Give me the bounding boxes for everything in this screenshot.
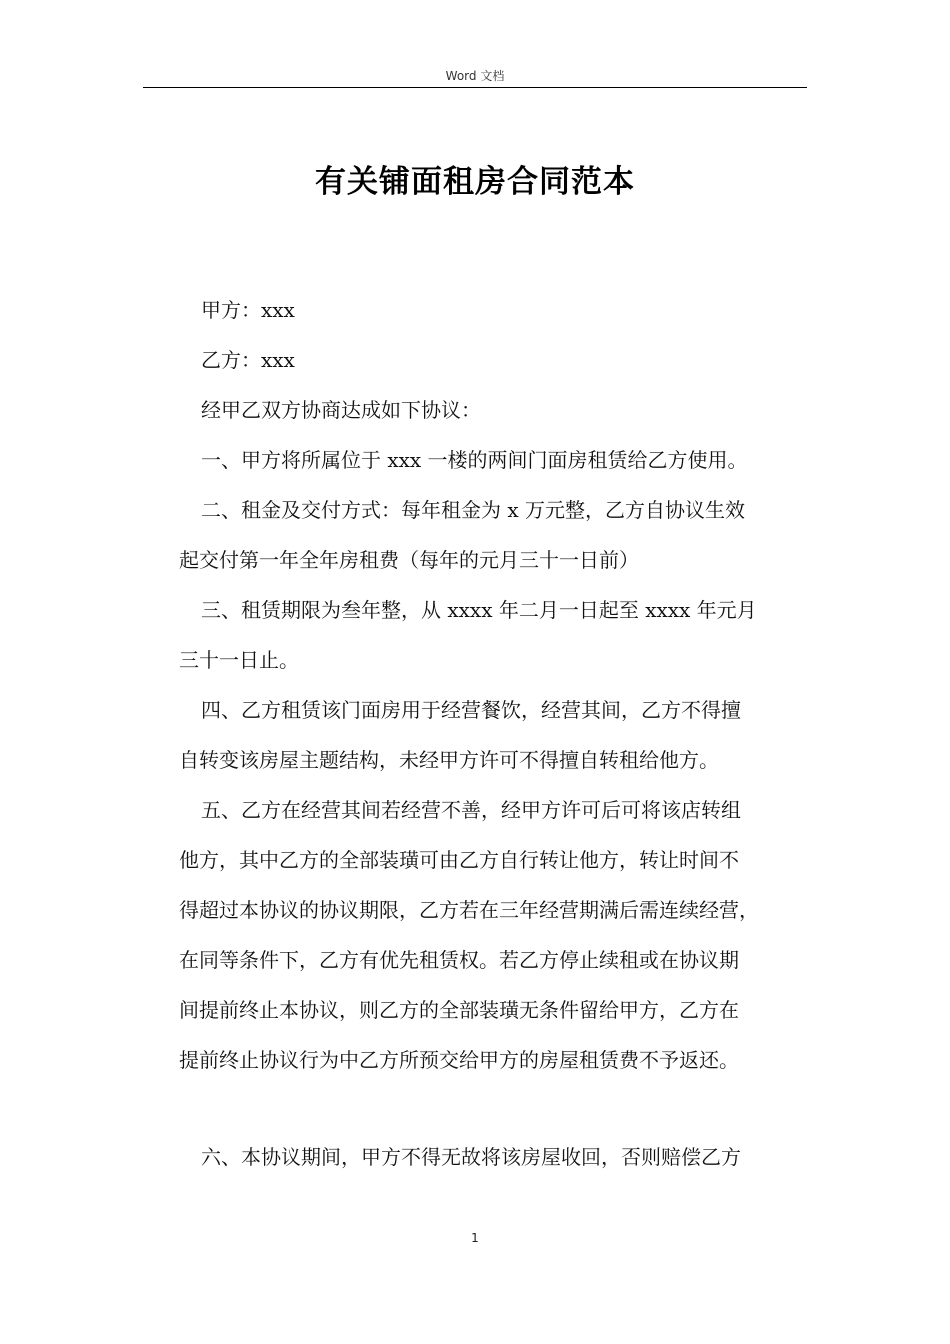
clause-5-line-1: 五、乙方在经营其间若经营不善，经甲方许可后可将该店转组 <box>201 798 741 822</box>
clause-3-line-1: 三、租赁期限为叁年整，从 xxxx 年二月一日起至 xxxx 年元月 <box>201 598 757 622</box>
page-header-label: Word 文档 <box>445 69 505 83</box>
clause-5-line-6: 提前终止协议行为中乙方所预交给甲方的房屋租赁费不予返还。 <box>179 1048 739 1072</box>
clause-5-line-3: 得超过本协议的协议期限，乙方若在三年经营期满后需连续经营， <box>179 898 759 922</box>
clause-2-line-1: 二、租金及交付方式：每年租金为 x 万元整，乙方自协议生效 <box>201 498 745 522</box>
clause-6-line-1: 六、本协议期间，甲方不得无故将该房屋收回，否则赔偿乙方 <box>201 1145 741 1169</box>
document-title: 有关铺面租房合同范本 <box>315 164 635 200</box>
party-a-line: 甲方：xxx <box>201 298 295 322</box>
clause-5-line-4: 在同等条件下，乙方有优先租赁权。若乙方停止续租或在协议期 <box>179 948 739 972</box>
party-b-line: 乙方：xxx <box>201 348 295 372</box>
clause-4-line-1: 四、乙方租赁该门面房用于经营餐饮，经营其间，乙方不得擅 <box>201 698 741 722</box>
clause-1-line-1: 一、甲方将所属位于 xxx 一楼的两间门面房租赁给乙方使用。 <box>201 448 748 472</box>
clause-4-line-2: 自转变该房屋主题结构，未经甲方许可不得擅自转租给他方。 <box>179 748 719 772</box>
clause-2-line-2: 起交付第一年全年房租费（每年的元月三十一日前） <box>179 548 639 572</box>
clause-5-line-2: 他方，其中乙方的全部装璜可由乙方自行转让他方，转让时间不 <box>179 848 739 872</box>
header-divider <box>143 87 807 88</box>
clause-5-line-5: 间提前终止本协议，则乙方的全部装璜无条件留给甲方，乙方在 <box>179 998 739 1022</box>
page-number: 1 <box>471 1231 479 1245</box>
clause-3-line-2: 三十一日止。 <box>179 648 299 672</box>
agreement-intro: 经甲乙双方协商达成如下协议： <box>201 398 481 422</box>
